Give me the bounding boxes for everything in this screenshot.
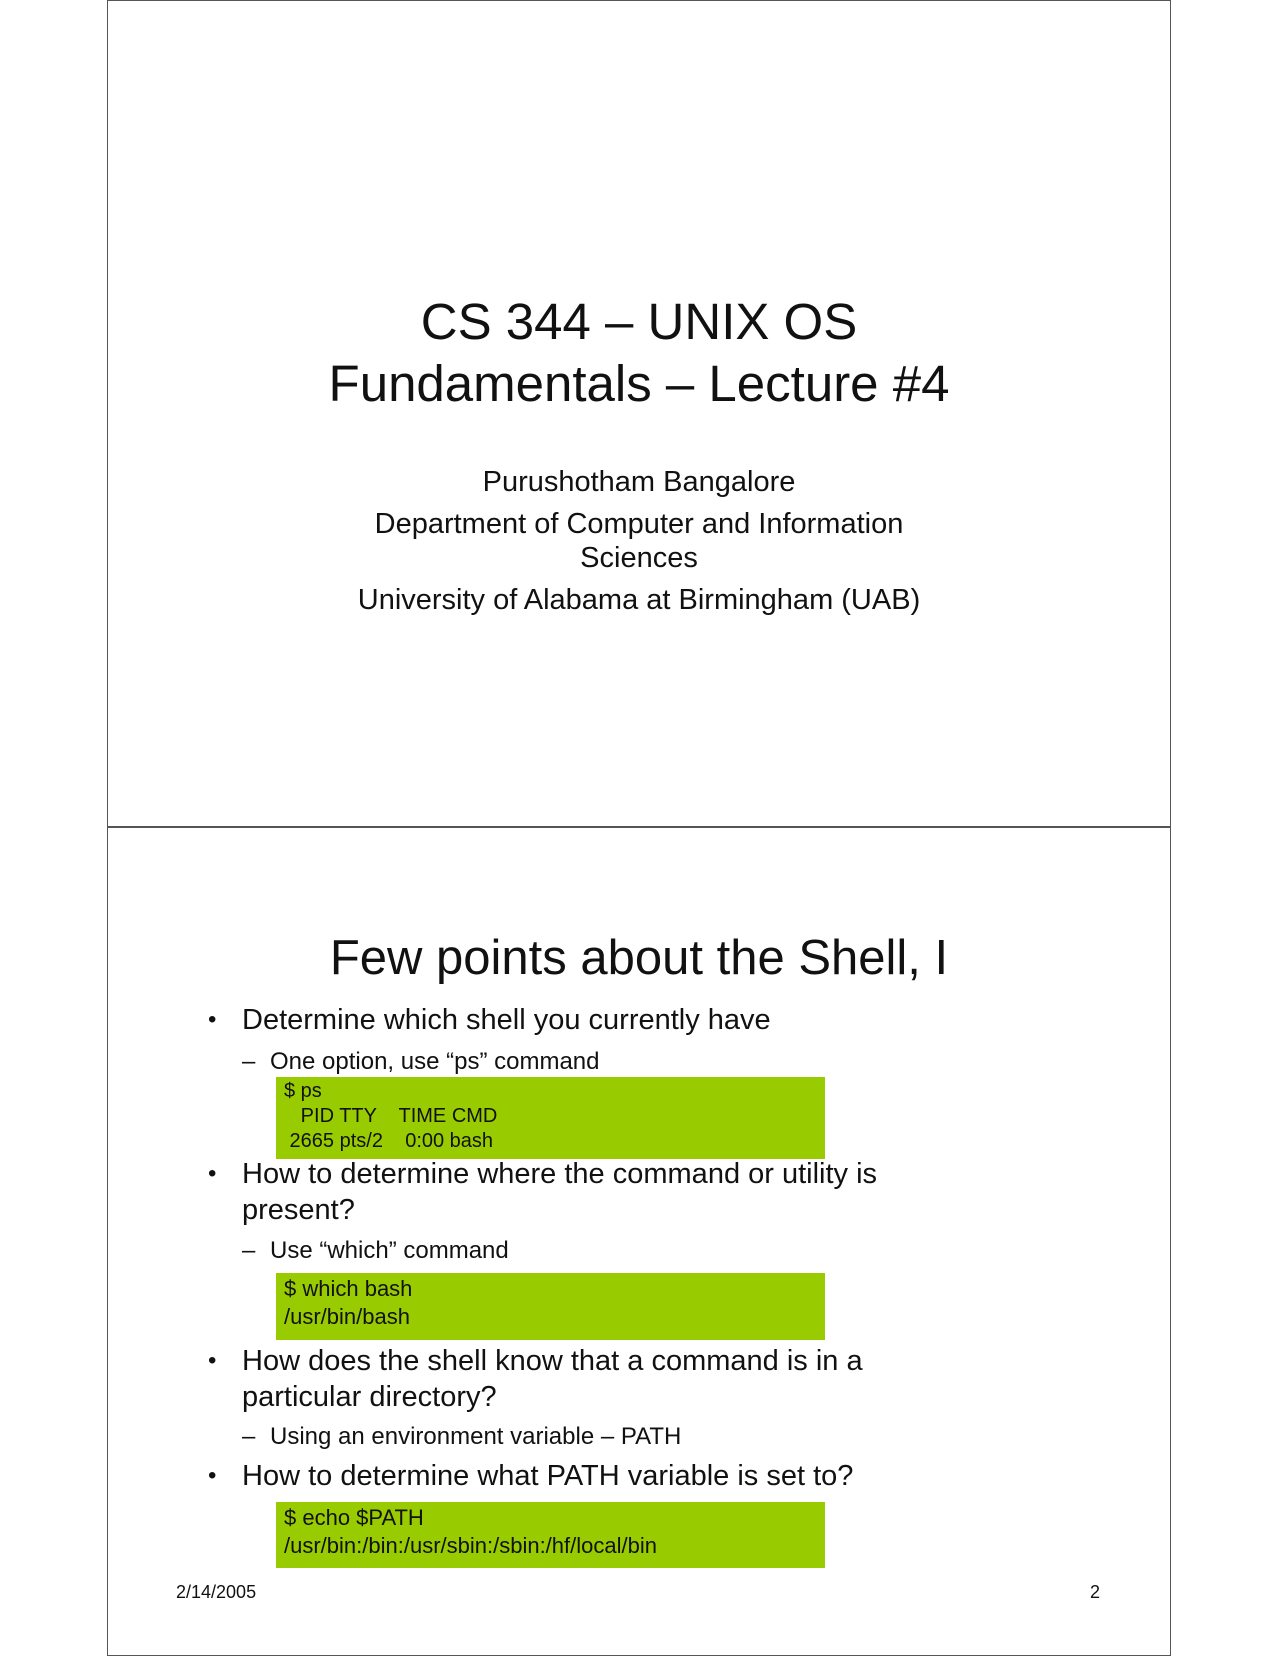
bullet-icon: • bbox=[208, 1347, 217, 1374]
code-line: $ which bash bbox=[284, 1276, 413, 1301]
bullet-item bbox=[208, 1156, 978, 1228]
bullet-text: Determine which shell you currently have bbox=[242, 1004, 771, 1036]
department-line-1: Department of Computer and Information bbox=[374, 508, 904, 540]
slide-title: Few points about the Shell, I bbox=[329, 931, 949, 985]
sub-bullet-text: One option, use “ps” command bbox=[270, 1048, 600, 1075]
sub-bullet-text: Use “which” command bbox=[270, 1237, 509, 1264]
bullet-text-line-1: How does the shell know that a command is in a bbox=[242, 1345, 863, 1377]
code-line: /usr/bin:/bin:/usr/sbin:/sbin:/hf/local/bin bbox=[284, 1533, 657, 1558]
bullet-item bbox=[208, 1002, 978, 1038]
sub-bullet-item bbox=[242, 1236, 509, 1266]
bullet-item bbox=[208, 1343, 978, 1415]
code-line: $ ps bbox=[284, 1080, 322, 1102]
sub-bullet-item bbox=[242, 1422, 682, 1452]
bullet-text-line-2: particular directory? bbox=[242, 1381, 497, 1413]
university-name: University of Alabama at Birmingham (UAB) bbox=[357, 584, 921, 616]
page-number: 2 bbox=[1089, 1582, 1100, 1602]
code-block-ps bbox=[276, 1077, 825, 1159]
bullet-text-line-1: How to determine where the command or utility is bbox=[242, 1158, 878, 1190]
department-line-2: Sciences bbox=[580, 542, 698, 574]
bullet-icon: • bbox=[208, 1006, 217, 1033]
footer-date: 2/14/2005 bbox=[176, 1582, 257, 1602]
bullet-icon: • bbox=[208, 1160, 217, 1187]
sub-bullet-text: Using an environment variable – PATH bbox=[270, 1423, 682, 1450]
title-line-2: Fundamentals – Lecture #4 bbox=[328, 355, 950, 412]
title-slide bbox=[107, 0, 1171, 827]
code-line: 2665 pts/2 0:00 bash bbox=[284, 1130, 494, 1152]
dash-icon: – bbox=[242, 1237, 256, 1264]
code-line: PID TTY TIME CMD bbox=[284, 1105, 498, 1127]
bullet-text-line-2: present? bbox=[242, 1194, 355, 1226]
dash-icon: – bbox=[242, 1423, 256, 1450]
code-line: $ echo $PATH bbox=[284, 1505, 424, 1530]
content-slide bbox=[107, 827, 1171, 1656]
bullet-text: How to determine what PATH variable is set to? bbox=[242, 1460, 854, 1492]
slide-title bbox=[108, 291, 1170, 415]
code-block-which bbox=[276, 1273, 825, 1340]
code-line: /usr/bin/bash bbox=[284, 1304, 410, 1329]
bullet-item bbox=[208, 1458, 978, 1494]
sub-bullet-item bbox=[242, 1047, 600, 1077]
title-line-1: CS 344 – UNIX OS bbox=[420, 293, 858, 350]
author-info bbox=[108, 465, 1170, 617]
code-block-path bbox=[276, 1502, 825, 1568]
author-name: Purushotham Bangalore bbox=[482, 466, 796, 498]
bullet-icon: • bbox=[208, 1462, 217, 1489]
dash-icon: – bbox=[242, 1048, 256, 1075]
